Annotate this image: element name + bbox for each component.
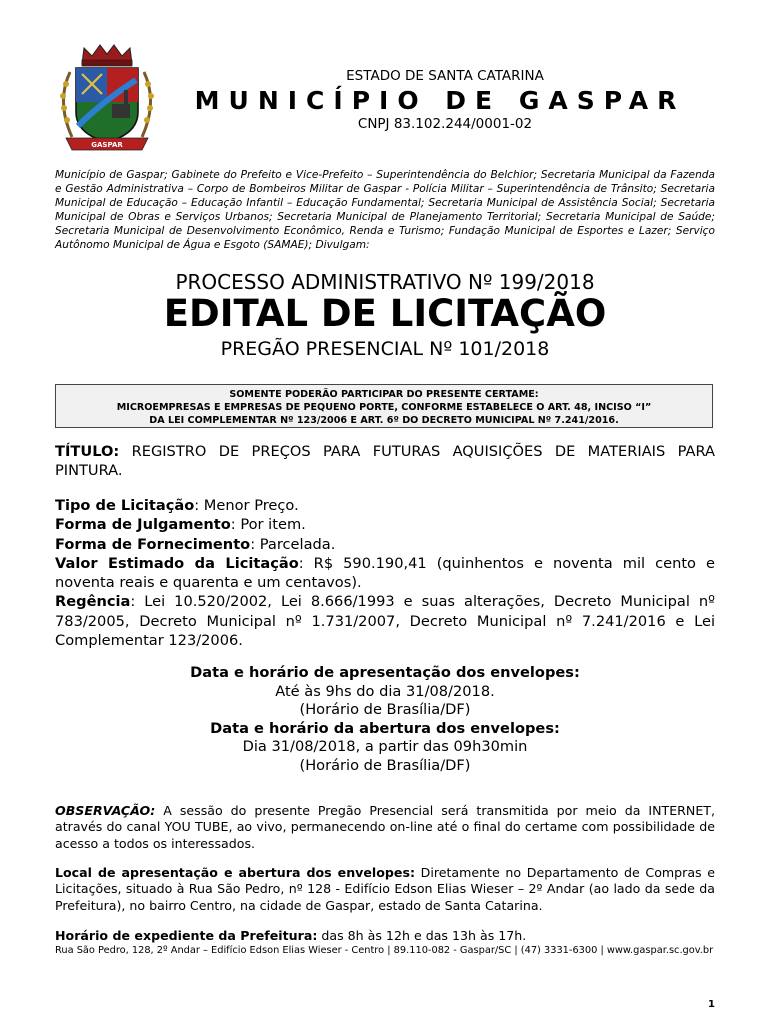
apresentacao-date: Até às 9hs do dia 31/08/2018. bbox=[275, 682, 495, 700]
coat-of-arms-logo bbox=[52, 42, 162, 154]
tipo-value: : Menor Preço. bbox=[194, 497, 299, 514]
local-paragraph bbox=[55, 865, 715, 914]
apresentacao-title: Data e horário de apresentação dos envelopes: bbox=[190, 664, 580, 681]
forma-julgamento-label: Forma de Julgamento bbox=[55, 516, 231, 534]
valor-value: : R$ 590.190,41 (quinhentos e noventa mil cento e noventa reais e quarenta e um centavos). bbox=[55, 554, 715, 592]
valor-estimado bbox=[55, 554, 715, 593]
pregao-number: PREGÃO PRESENCIAL Nº 101/2018 bbox=[220, 338, 550, 360]
tipo-licitacao bbox=[55, 496, 715, 515]
svg-text:GASPAR: GASPAR bbox=[91, 141, 123, 149]
tipo-label: Tipo de Licitação bbox=[55, 497, 195, 514]
valor-label: Valor Estimado da Licitação bbox=[55, 554, 299, 572]
municipality-name: MUNICÍPIO DE GASPAR bbox=[194, 86, 686, 115]
participation-notice-box bbox=[55, 384, 713, 428]
cnpj: CNPJ 83.102.244/0001-02 bbox=[357, 116, 533, 132]
horario-label: Horário de expediente da Prefeitura: bbox=[55, 928, 318, 943]
abertura-timezone: (Horário de Brasília/DF) bbox=[299, 756, 471, 774]
edital-title: EDITAL DE LICITAÇÃO bbox=[163, 292, 607, 335]
forma-julgamento bbox=[55, 515, 715, 534]
regencia bbox=[55, 592, 715, 650]
observacao-text: A sessão do presente Pregão Presencial será transmitida por meio da INTERNET, através do canal YOU TUBE, ao vivo, permanecendo on-line até o final do certame com possibilidade de acesso a todos os interessados. bbox=[55, 803, 715, 851]
notice-line-1: SOMENTE PODERÃO PARTICIPAR DO PRESENTE CERTAME: bbox=[229, 389, 539, 400]
page-footer: Rua São Pedro, 128, 2º Andar – Edifício Edson Elias Wieser - Centro | 89.110-082 - Gaspar/SC | (47) 3331-6300 | www.gaspar.sc.gov.br bbox=[55, 945, 714, 956]
titulo-text: REGISTRO DE PREÇOS PARA FUTURAS AQUISIÇÕES DE MATERIAIS PARA PINTURA. bbox=[55, 443, 715, 479]
abertura-title: Data e horário da abertura dos envelopes: bbox=[210, 719, 560, 737]
notice-line-2: MICROEMPRESAS E EMPRESAS DE PEQUENO PORTE, CONFORME ESTABELECE O ART. 48, INCISO “I” bbox=[116, 402, 652, 413]
organizations-paragraph: Município de Gaspar; Gabinete do Prefeito e Vice-Prefeito – Superintendência do Belchior; Secretaria Municipal da Fazenda e Gestão Administrativa – Corpo de Bombeiros Militar de Gaspar - Polícia Militar – Superintendência de Trânsito; Secretaria Municipal de Educação – Educação Infantil – Educação Fundamental; Secretaria Municipal de Assistência Social; Secretaria Municipal de Obras e Serviços Urbanos; Secretaria Municipal de Planejamento Territorial; Secretaria Municipal de Saúde; Secretaria Municipal de Desenvolvimento Econômico, Renda e Turismo; Fundação Municipal de Esportes e Lazer; Serviço Autônomo Municipal de Água e Esgoto (SAMAE); Divulgam: bbox=[55, 169, 715, 251]
forma-fornecimento bbox=[55, 535, 715, 554]
process-number: PROCESSO ADMINISTRATIVO Nº 199/2018 bbox=[175, 270, 595, 294]
forma-fornecimento-label: Forma de Fornecimento bbox=[55, 535, 251, 553]
state-name: ESTADO DE SANTA CATARINA bbox=[346, 68, 544, 84]
regencia-value: : Lei 10.520/2002, Lei 8.666/1993 e suas alterações, Decreto Municipal nº 783/2005, Decreto Municipal nº 1.731/2007, Decreto Municipal nº 7.241/2016 e Lei Complementar 123/2006. bbox=[55, 593, 715, 650]
horario-text: das 8h às 12h e das 13h às 17h. bbox=[317, 928, 527, 943]
apresentacao-timezone: (Horário de Brasília/DF) bbox=[299, 701, 471, 719]
titulo-label: TÍTULO: bbox=[55, 443, 120, 460]
forma-julgamento-value: : Por item. bbox=[230, 516, 306, 534]
local-text: Diretamente no Departamento de Compras e Licitações, situado à Rua São Pedro, nº 128 - Edifício Edson Elias Wieser – 2º Andar (ao lado da sede da Prefeitura), no bairro Centro, na cidade de Gaspar, estado de Santa Catarina. bbox=[55, 865, 715, 913]
regencia-label: Regência bbox=[55, 593, 131, 611]
notice-line-3: DA LEI COMPLEMENTAR Nº 123/2006 E ART. 6º DO DECRETO MUNICIPAL Nº 7.241/2016. bbox=[149, 415, 619, 426]
observacao-label: OBSERVAÇÃO: bbox=[55, 803, 156, 818]
envelope-dates bbox=[55, 664, 715, 776]
titulo-paragraph bbox=[55, 442, 715, 480]
forma-fornecimento-value: : Parcelada. bbox=[250, 535, 336, 553]
local-label: Local de apresentação e abertura dos envelopes: bbox=[55, 865, 415, 880]
bid-info bbox=[55, 496, 715, 650]
horario-paragraph bbox=[55, 928, 715, 944]
observacao-paragraph bbox=[55, 803, 715, 852]
page-number: 1 bbox=[708, 999, 715, 1010]
abertura-date: Dia 31/08/2018, a partir das 09h30min bbox=[242, 738, 528, 756]
